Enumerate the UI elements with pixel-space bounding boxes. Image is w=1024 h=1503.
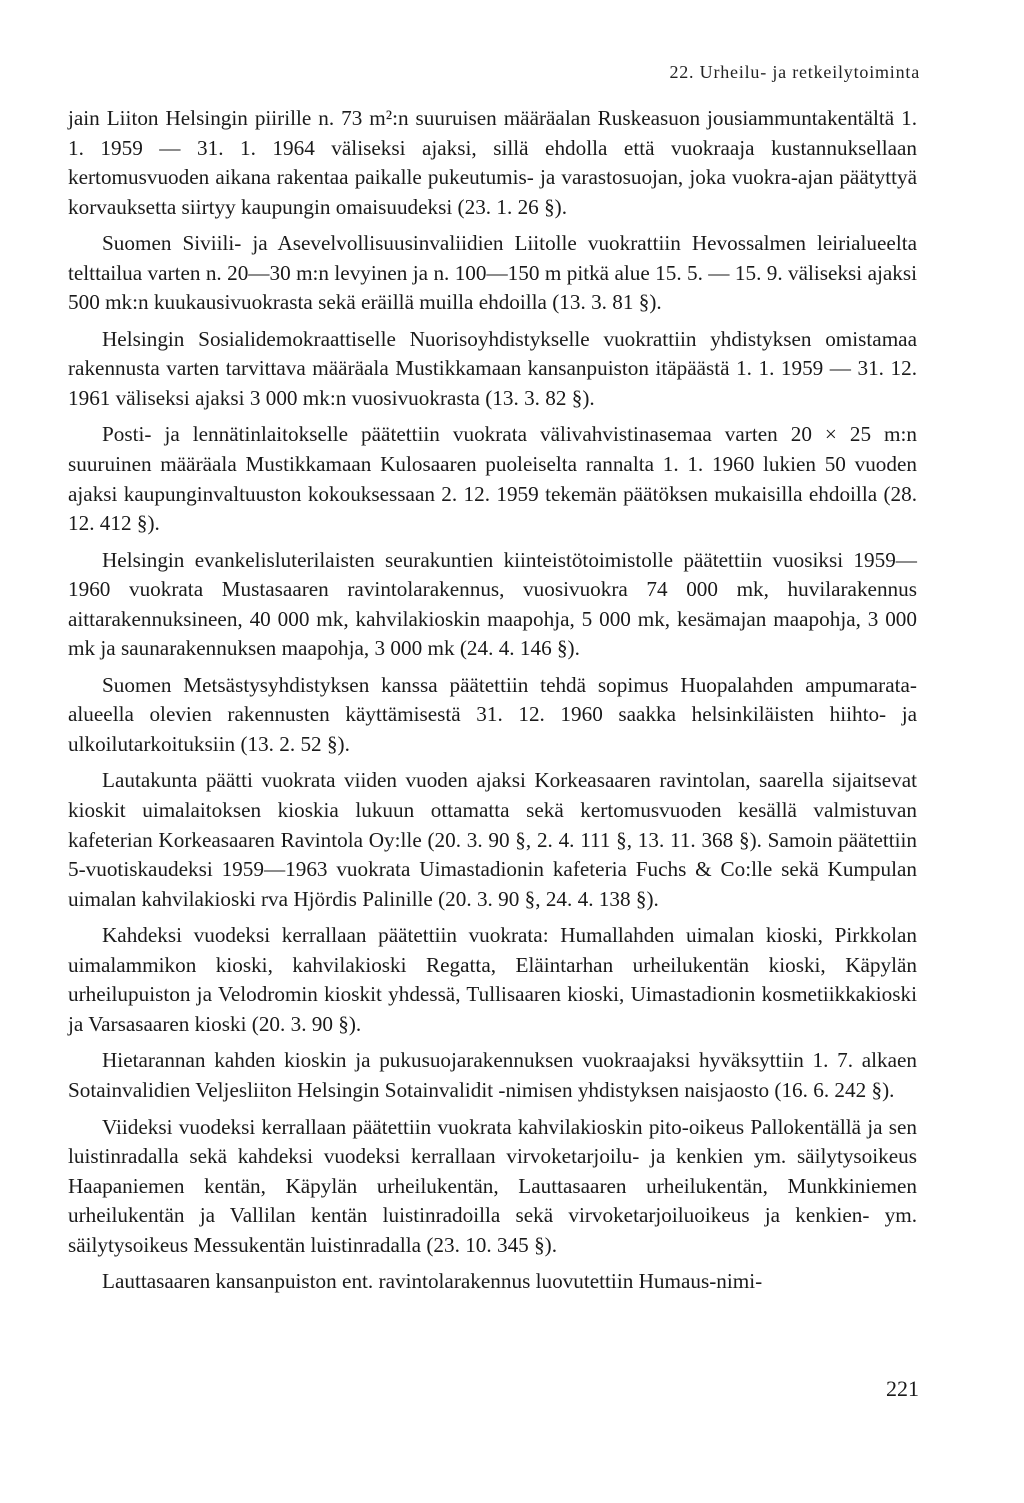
paragraph: Suomen Siviili- ja Asevelvollisuusinvaliidien Liitolle vuokrattiin Hevossalmen leirialueelta telttailua varten n. 20—30 m:n levyinen ja n. 100—150 m pitkä alue 15. 5. — 15. 9. väliseksi ajaksi 500 mk:n kuukausivuokrasta sekä eräillä muilla ehdoilla (13. 3. 81 §). — [68, 231, 917, 315]
paragraph: Lauttasaaren kansanpuiston ent. ravintolarakennus luovutettiin Humaus-nimi- — [102, 1269, 763, 1294]
paragraph: Suomen Metsästysyhdistyksen kanssa päätettiin tehdä sopimus Huopalahden ampumarata-alueella olevien rakennusten käyttämisestä 31. 12. 1960 saakka helsinkiläisten hiihto- ja ulkoilutarkoituksiin (13. 2. 52 §). — [68, 672, 917, 756]
page-number: 221 — [886, 1376, 919, 1401]
paragraph: Posti- ja lennätinlaitokselle päätettiin vuokrata välivahvistinasemaa varten 20 × 25 m:n suuruinen määräala Mustikkamaan Kulosaaren puoleiselta rannalta 1. 1. 1960 lukien 50 vuoden ajaksi kaupunginvaltuuston kokouksessaan 2. 12. 1959 tekemän päätöksen mukaisilla ehdoilla (28. 12. 412 §). — [68, 422, 917, 536]
paragraph: Viideksi vuodeksi kerrallaan päätettiin vuokrata kahvilakioskin pito-oikeus Pallokentällä ja sen luistinradalla sekä kahdeksi vuodeksi kerrallaan virvoketarjoilu- ja kenkien ym. säilytysoikeus Haapaniemen kentän, Käpylän urheilukentän, Lauttasaaren urheilukentän, Munkkiniemen urheilukentän ja Vallilan kentän luistinradoilla sekä virvoketarjoiluoikeus ja kenkien- ym. säilytysoikeus Messukentän luistinradalla (23. 10. 345 §). — [68, 1114, 917, 1257]
paragraph: Hietarannan kahden kioskin ja pukusuojarakennuksen vuokraajaksi hyväksyttiin 1. 7. alkaen Sotainvalidien Veljesliiton Helsingin Sotainvalidit -nimisen yhdistyksen naisjaosto (16. 6. 242 §). — [68, 1048, 917, 1102]
running-head: 22. Urheilu- ja retkeilytoiminta — [669, 62, 920, 82]
paragraph: Kahdeksi vuodeksi kerrallaan päätettiin vuokrata: Humallahden uimalan kioski, Pirkkolan uimalammikon kioski, kahvilakioski Regatta, Eläintarhan urheilukentän kioski, Käpylän urheilupuiston ja Velodromin kioskit yhdessä, Tullisaaren kioski, Uimastadionin kosmetiikkakioski ja Varsasaaren kioski (20. 3. 90 §). — [68, 923, 917, 1036]
paragraph: Helsingin evankelisluterilaisten seurakuntien kiinteistötoimistolle päätettiin vuosiksi 1959—1960 vuokrata Mustasaaren ravintolarakennus, vuosivuokra 74 000 mk, huvilarakennus aittarakennuksineen, 40 000 mk, kahvilakioskin maapohja, 5 000 mk, kesämajan maapohja, 3 000 mk ja saunarakennuksen maapohja, 3 000 mk (24. 4. 146 §). — [68, 547, 917, 661]
paragraph: Helsingin Sosialidemokraattiselle Nuorisoyhdistykselle vuokrattiin yhdistyksen omistamaa rakennusta varten tarvittava määräala Mustikkamaan kansanpuiston itäpäästä 1. 1. 1959 — 31. 12. 1961 väliseksi ajaksi 3 000 mk:n vuosivuokrasta (13. 3. 82 §). — [68, 326, 917, 410]
paragraph: Lautakunta päätti vuokrata viiden vuoden ajaksi Korkeasaaren ravintolan, saarella sijaitsevat kioskit uimalaitoksen kioskia lukuun ottamatta sekä kertomusvuoden kesällä valmistuvan kafeterian Korkeasaaren Ravintola Oy:lle (20. 3. 90 §, 2. 4. 111 §, 13. 11. 368 §). Samoin päätettiin 5-vuotiskaudeksi 1959—1963 vuokrata Uimastadionin kafeteria Fuchs & Co:lle sekä Kumpulan uimalan kahvilakioski rva Hjördis Palinille (20. 3. 90 §, 24. 4. 138 §). — [68, 768, 917, 911]
paragraph: jain Liiton Helsingin piirille n. 73 m²:n suuruisen määräalan Ruskeasuon jousiammuntakentältä 1. 1. 1959 — 31. 1. 1964 väliseksi ajaksi, sillä ehdolla että vuokraaja kustannuksellaan kertomusvuoden aikana rakentaa paikalle pukeutumis- ja varastosuojan, joka vuokra-ajan päätyttyä korvauksetta siirtyy kaupungin omaisuudeksi (23. 1. 26 §). — [68, 106, 917, 219]
body-text — [68, 104, 917, 1304]
